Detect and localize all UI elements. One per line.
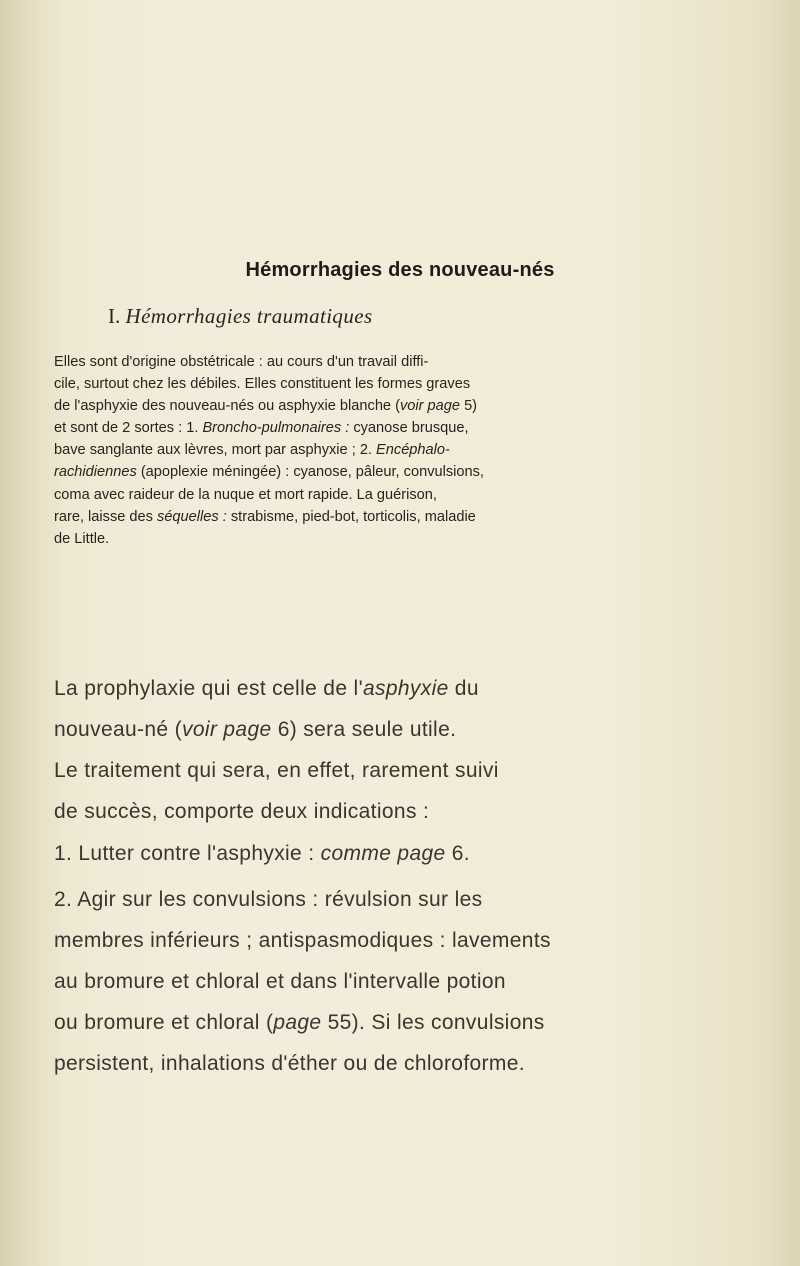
text-segment: du [448,677,479,700]
text-line [54,1011,545,1035]
text-segment: 6. [445,842,470,865]
text-segment-italic: Encéphalo- [376,442,450,459]
text-line: coma avec raideur de la nuque et mort rapide. La guérison, [54,486,437,503]
page-title: Hémorrhagies des nouveau-nés [245,259,555,281]
text-segment: bave sanglante aux lèvres, mort par asphyxie ; 2. [54,442,377,459]
text-line: Le traitement qui sera, en effet, rarement suivi [54,759,499,782]
text-segment: cyanose brusque, [349,420,469,437]
text-segment: et sont de 2 sortes : 1. [54,420,203,437]
text-line [54,417,744,439]
text-segment-italic: asphyxie [362,677,449,700]
text-line: persistent, inhalations d'éther ou de chloroforme. [54,1052,525,1075]
text-line: cile, surtout chez les débiles. Elles constituent les formes graves [54,376,471,393]
text-segment: 1. Lutter contre l'asphyxie : [54,842,321,865]
text-line [54,439,744,461]
section-number: I. [108,304,121,328]
text-segment: (apoplexie méningée) : cyanose, pâleur, convulsions, [136,464,484,481]
text-segment: nouveau-né ( [54,718,182,741]
section-label: Hémorrhagies traumatiques [125,304,373,328]
text-segment: 6) sera seule utile. [271,718,457,741]
text-segment-italic: page [273,1011,322,1034]
text-segment: 55). Si les convulsions [321,1011,545,1034]
text-line: au bromure et chloral et dans l'intervalle potion [54,970,506,993]
text-segment: rare, laisse des [54,508,158,525]
text-segment: La prophylaxie qui est celle de l' [54,677,363,700]
text-line [54,506,744,528]
section-heading [108,304,373,329]
text-line [54,395,744,417]
text-segment: 5) [460,398,478,415]
paragraph-small [54,351,744,550]
text-segment: strabisme, pied-bot, torticolis, maladie [226,508,476,525]
text-line: de succès, comporte deux indications : [54,800,430,823]
text-line: membres inférieurs ; antispasmodiques : lavements [54,929,551,952]
text-segment-italic: Broncho-pulmonaires : [202,420,350,437]
text-segment-italic: voir page [399,398,461,415]
text-line: Elles sont d'origine obstétricale : au cours d'un travail diffi- [54,354,429,370]
text-segment-italic: rachidiennes [54,464,137,481]
text-line [54,677,479,701]
text-segment-italic: séquelles : [157,508,227,525]
text-line [54,461,744,483]
text-line [54,718,456,742]
text-segment-italic: comme page [320,842,446,865]
text-line [54,842,470,866]
text-segment: ou bromure et chloral ( [54,1011,274,1034]
text-line: de Little. [54,530,110,547]
text-segment-italic: voir page [181,718,272,741]
text-segment: de l'asphyxie des nouveau-nés ou asphyxie blanche ( [54,398,400,415]
text-line: 2. Agir sur les convulsions : révulsion sur les [54,888,483,911]
